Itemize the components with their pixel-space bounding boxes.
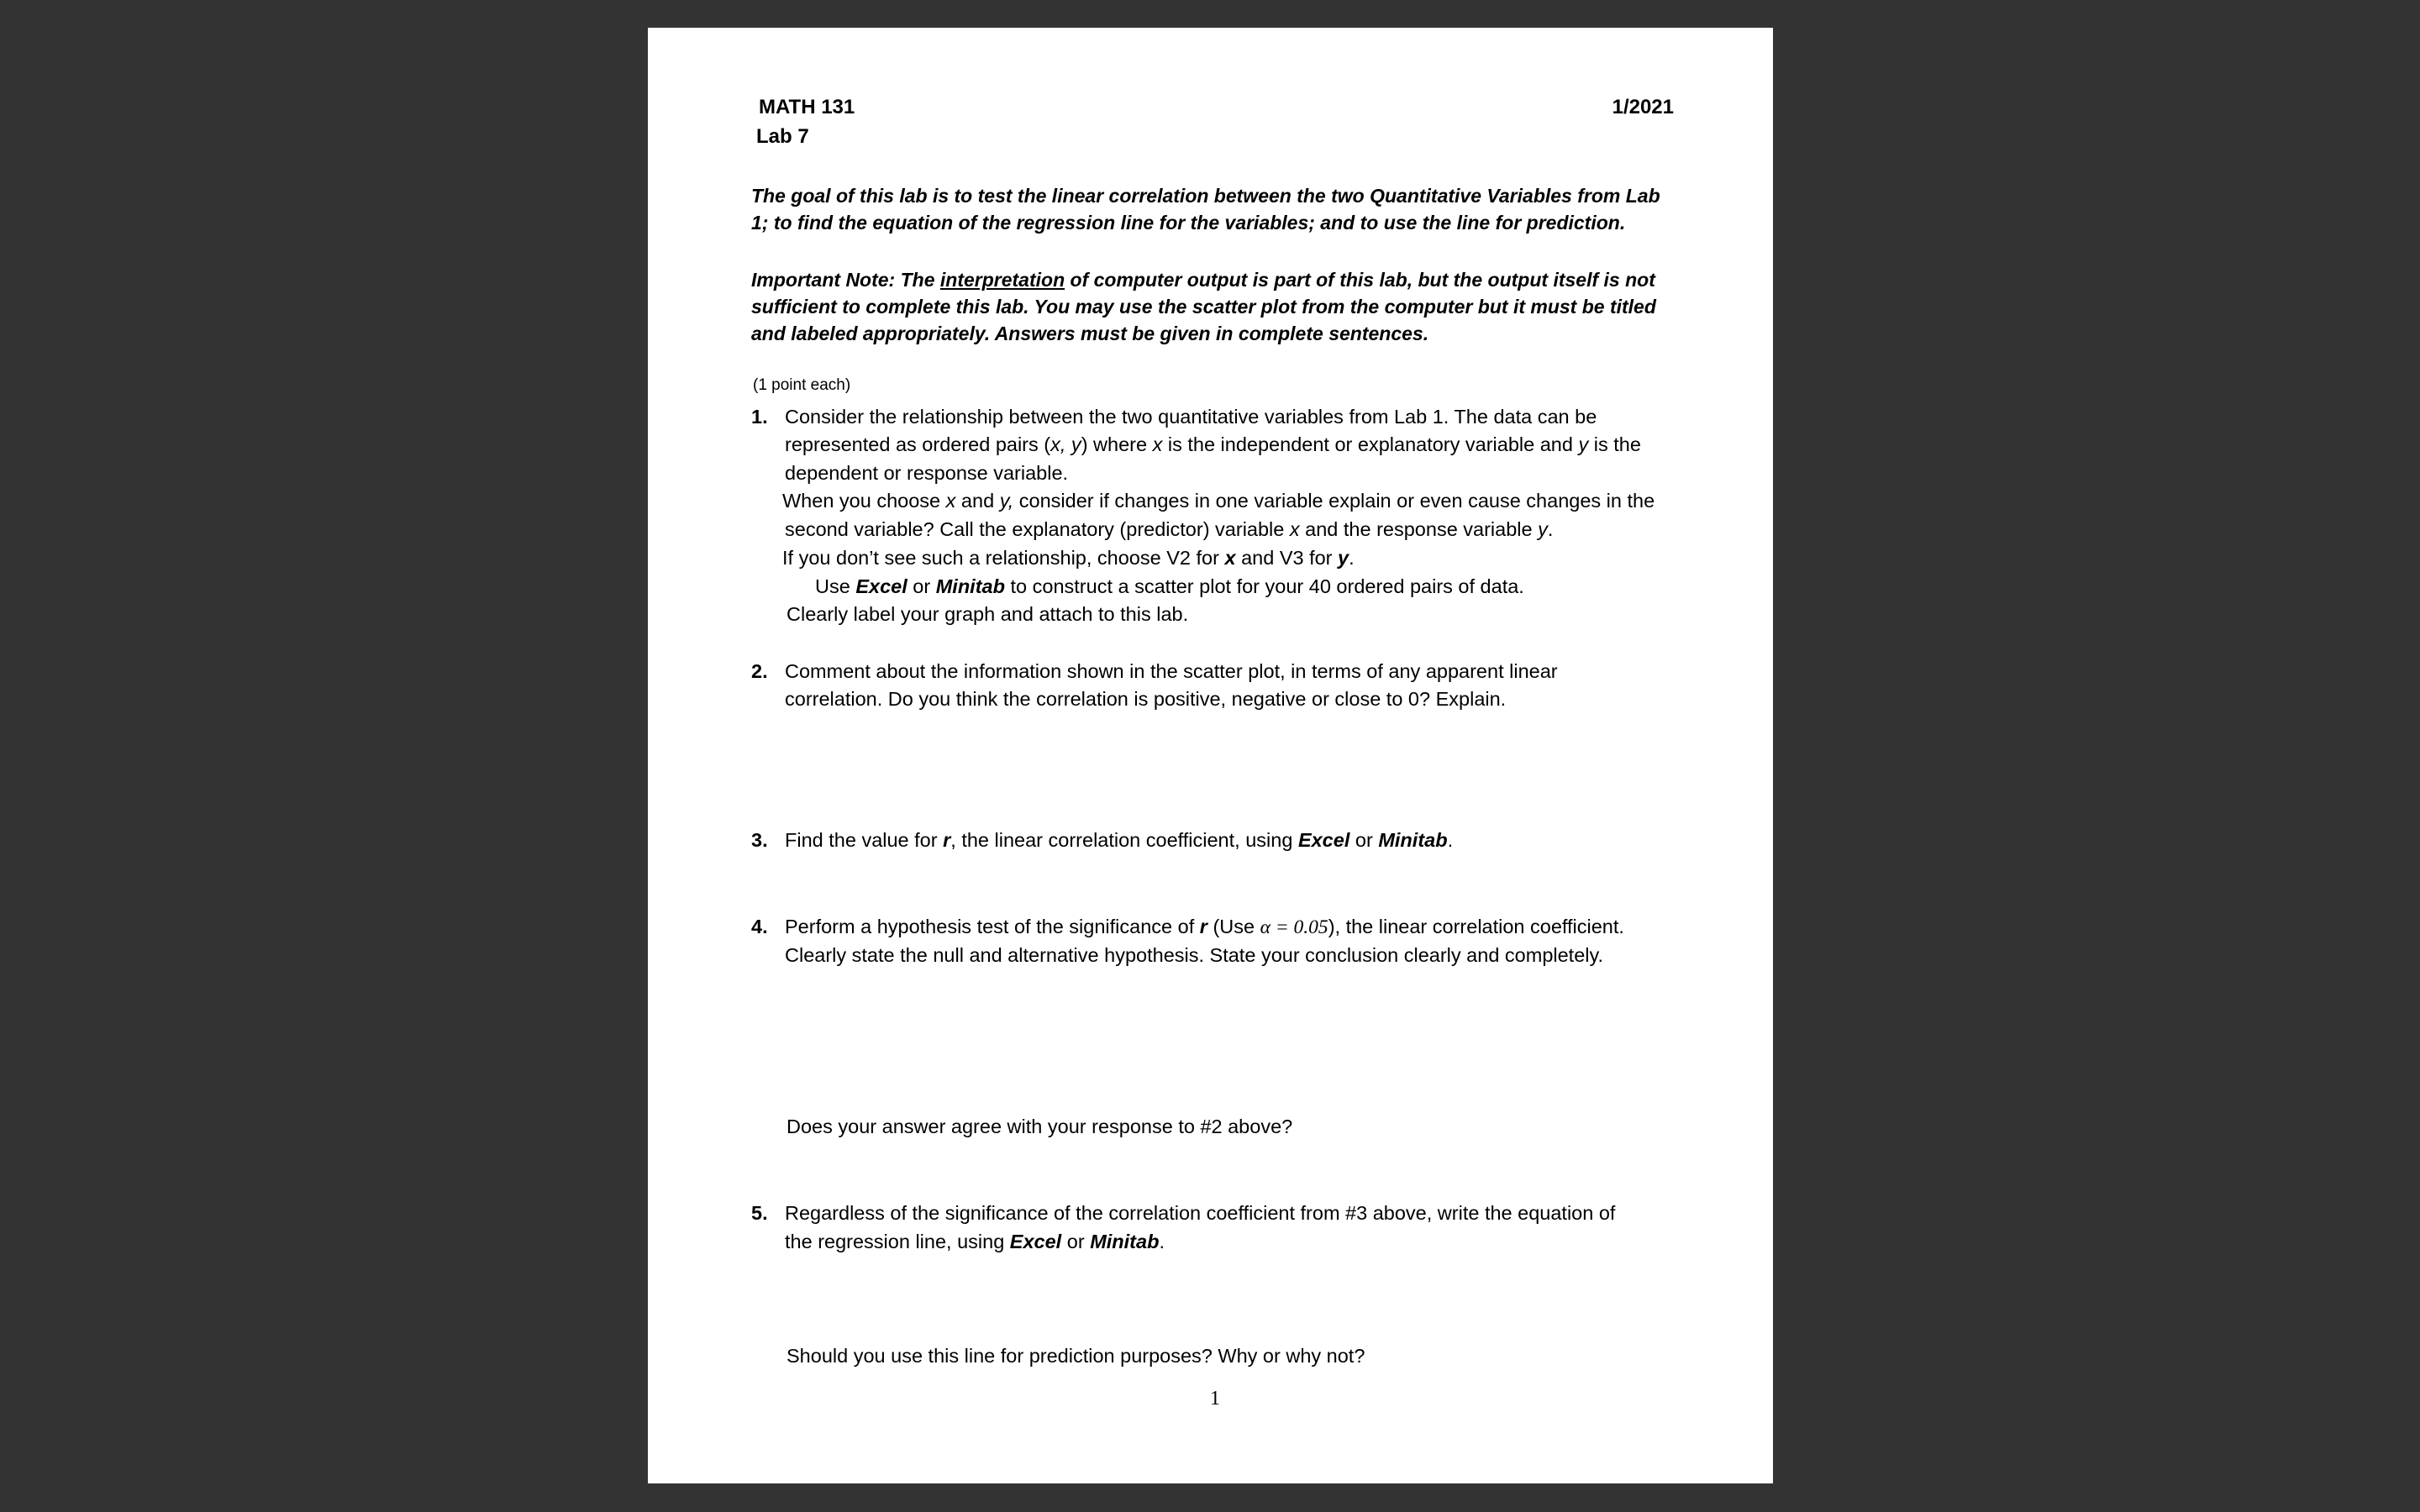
q1-line-1: Consider the relationship between the two quantitative variables from Lab 1. The data can be	[785, 406, 1597, 428]
q5-line-1: Regardless of the significance of the correlation coefficient from #3 above, write the equation of	[785, 1202, 1616, 1224]
q1-number: 1.	[751, 406, 768, 428]
note-line-1	[751, 266, 1676, 293]
q2-number: 2.	[751, 660, 768, 682]
note-line-2: sufficient to complete this lab. You may use the scatter plot from the computer but it must be titled	[751, 296, 1656, 318]
note-lead: Important Note: The	[751, 269, 940, 291]
q2-line-2: correlation. Do you think the correlation is positive, negative or close to 0? Explain.	[785, 688, 1507, 710]
q1-line-8: Clearly label your graph and attach to this lab.	[786, 603, 1189, 625]
lab-title: Lab 7	[756, 125, 809, 148]
course-title: MATH 131	[759, 96, 855, 118]
q5-followup: Should you use this line for prediction purposes? Why or why not?	[786, 1345, 1365, 1367]
q1-line-2: represented as ordered pairs (x, y) where x is the independent or explanatory variable and y is the	[785, 433, 1641, 455]
q1-line-7: Use Excel or Minitab to construct a scatter plot for your 40 ordered pairs of data.	[815, 575, 1524, 597]
q4-followup: Does your answer agree with your response to #2 above?	[786, 1116, 1293, 1137]
q3-text: Find the value for r, the linear correlation coefficient, using Excel or Minitab.	[785, 829, 1454, 851]
q1-line-5: second variable? Call the explanatory (predictor) variable x and the response variable y.	[785, 518, 1554, 540]
q1-line-4: When you choose x and y, consider if changes in one variable explain or even cause changes in the	[782, 490, 1655, 512]
note-line-1-rest: of computer output is part of this lab, but the output itself is not	[1065, 269, 1655, 291]
goal-line-1: The goal of this lab is to test the linear correlation between the two Quantitative Variables from Lab	[751, 185, 1660, 207]
important-note	[751, 266, 1676, 347]
q1-line-6: If you don’t see such a relationship, choose V2 for x and V3 for y.	[782, 547, 1355, 569]
page-number: 1	[1210, 1388, 1220, 1410]
q4-line-2: Clearly state the null and alternative hypothesis. State your conclusion clearly and completely.	[785, 944, 1604, 966]
goal-paragraph	[751, 182, 1676, 236]
q4-line-1: Perform a hypothesis test of the significance of r (Use α = 0.05), the linear correlation coefficient.	[785, 916, 1624, 938]
q5-number: 5.	[751, 1202, 768, 1224]
points-note: (1 point each)	[753, 376, 851, 394]
q4-number: 4.	[751, 916, 768, 937]
document-page	[648, 28, 1773, 1483]
date-label: 1/2021	[1612, 96, 1674, 118]
goal-line-2: 1; to find the equation of the regression line for the variables; and to use the line for prediction.	[751, 212, 1626, 234]
q3-number: 3.	[751, 829, 768, 851]
note-underlined-term: interpretation	[939, 269, 1065, 291]
note-line-3: and labeled appropriately. Answers must be given in complete sentences.	[751, 323, 1429, 344]
q5-line-2: the regression line, using Excel or Minitab.	[785, 1231, 1165, 1252]
q2-line-1: Comment about the information shown in the scatter plot, in terms of any apparent linear	[785, 660, 1558, 682]
q1-line-3: dependent or response variable.	[785, 462, 1069, 484]
